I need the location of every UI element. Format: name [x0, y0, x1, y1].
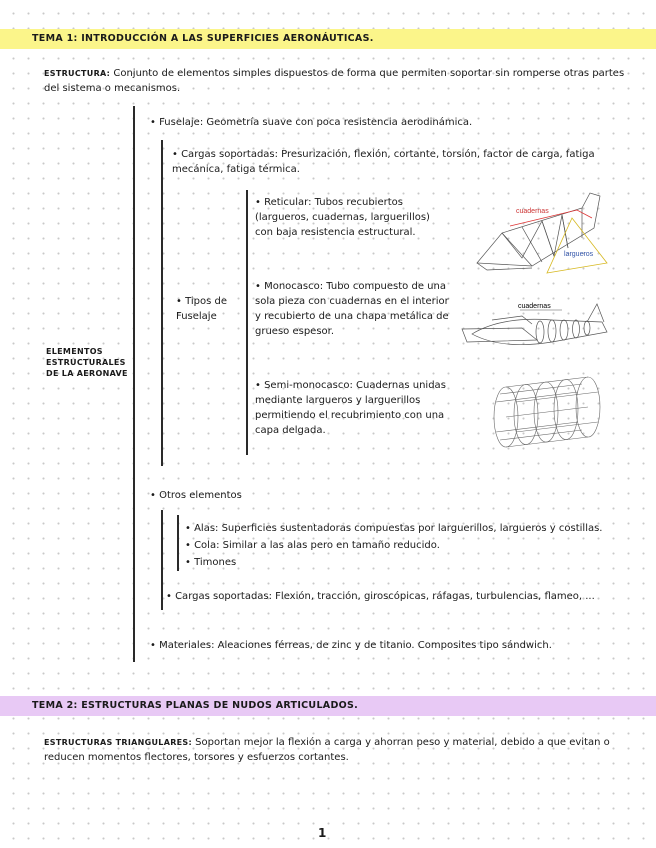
tipos-fuselaje-label: • Tipos de Fuselaje [176, 296, 228, 322]
estructura-definition [44, 66, 634, 96]
otros-bracket-line [161, 510, 163, 610]
main-bracket-line [133, 106, 135, 662]
label-cuadernas-1: cuadernas [516, 208, 549, 215]
triangulares-label: ESTRUCTURAS TRIANGULARES: [44, 738, 192, 747]
tema2-title: TEMA 2: ESTRUCTURAS PLANAS DE NUDOS ARTICULADOS. [32, 700, 359, 711]
monocasco-item: • Monocasco: Tubo compuesto de una sola pieza con cuadernas en el interior y recubierto de una chapa metálica de grueso espesor. [255, 281, 449, 337]
estructura-label: ESTRUCTURA: [44, 69, 111, 78]
fuselaje-bracket-line [161, 140, 163, 466]
timones-item: • Timones [185, 557, 237, 568]
fuselaje-item: • Fuselaje: Geometría suave con poca resistencia aerodinámica. [150, 117, 473, 128]
alas-item: • Alas: Superficies sustentadoras compuestas por larguerillos, largueros y costillas. [185, 523, 603, 534]
semimonocoque-cylinder-image [488, 372, 608, 452]
cola-item: • Cola: Similar a las alas pero en tamaño reducido. [185, 540, 440, 551]
alas-bracket-line [177, 515, 179, 571]
cargas-fuselaje-item: • Cargas soportadas: Presurización, flexión, cortante, torsión, factor de carga, fatiga mecánica, fatiga térmica. [172, 149, 595, 175]
side-label-elementos: ELEMENTOS ESTRUCTURALES DE LA AERONAVE [46, 347, 128, 378]
label-cuadernas-2: cuadernas [518, 303, 551, 310]
cargas-otros-item: • Cargas soportadas: Flexión, tracción, giroscópicas, ráfagas, turbulencias, flameo, ... [166, 591, 595, 602]
otros-elementos-item: • Otros elementos [150, 490, 242, 501]
triangulares-text: Soportan mejor la flexión a carga y ahorran peso y material, debido a que evitan o reducen momentos flectores, torsores y esfuerzos cortantes. [44, 737, 610, 763]
tema1-title: TEMA 1: INTRODUCCIÓN A LAS SUPERFICIES AERONÁUTICAS. [32, 33, 374, 44]
reticular-fuselage-image [472, 188, 612, 278]
estructuras-triangulares [44, 735, 634, 765]
page-number: 1 [318, 826, 327, 840]
monocoque-plane-image [462, 294, 612, 364]
semimonocasco-item: • Semi-monocasco: Cuadernas unidas mediante largueros y larguerillos permitiendo el recubrimiento con una capa delgada. [255, 380, 446, 436]
tipos-bracket-line [246, 190, 248, 455]
estructura-text: Conjunto de elementos simples dispuestos de forma que permiten soportar sin romperse otras partes del sistema o mecanismos. [44, 68, 625, 94]
materiales-item: • Materiales: Aleaciones férreas, de zinc y de titanio. Composites tipo sándwich. [150, 640, 552, 651]
reticular-item: • Reticular: Tubos recubiertos (largueros, cuadernas, larguerillos) con baja resistencia estructural. [255, 197, 430, 238]
label-largueros: largueros [564, 251, 594, 258]
